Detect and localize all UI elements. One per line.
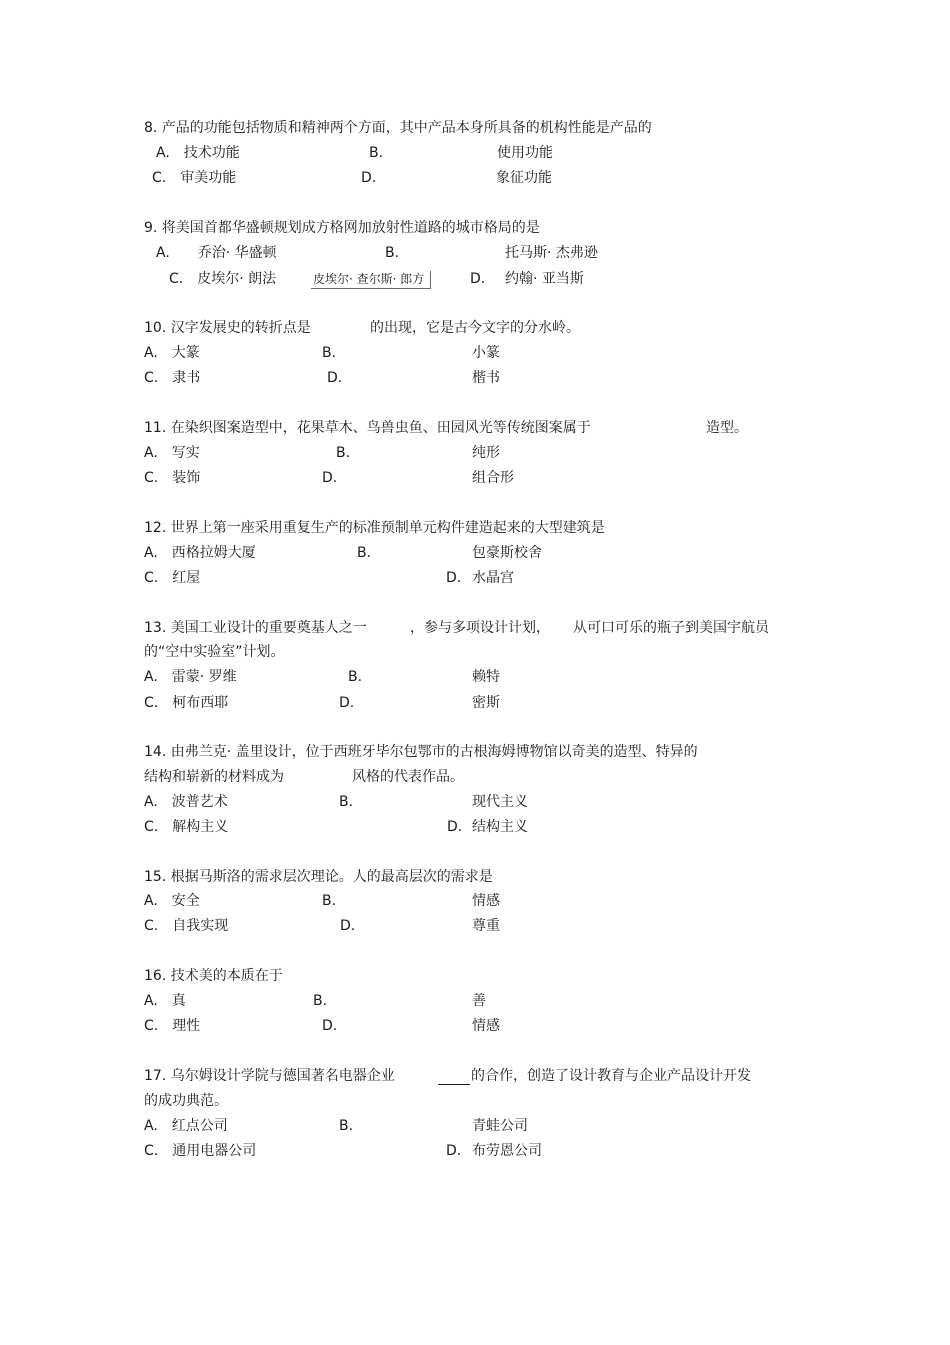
- question-11-option-c: C. 装饰: [144, 470, 201, 486]
- question-13-option-d: 密斯: [472, 695, 500, 711]
- question-11-option-a: A. 写实: [144, 445, 200, 461]
- question-9-option-b: 托马斯· 杰弗逊: [505, 245, 598, 261]
- question-12-option-b-label: B.: [357, 545, 372, 561]
- question-17-stem-part1: 17. 乌尔姆设计学院与德国著名电器企业: [144, 1068, 395, 1084]
- question-16-option-d: 情感: [472, 1018, 500, 1034]
- question-10-stem-part1: 10. 汉字发展史的转折点是: [144, 320, 311, 336]
- question-10-stem-part2: 的出现，它是古今文字的分水岭。: [370, 320, 580, 336]
- question-16-option-b: 善: [472, 993, 486, 1009]
- question-13-option-d-label: D.: [339, 695, 355, 711]
- question-10-option-a: A. 大篆: [144, 345, 200, 361]
- question-14-stem-part2: 结构和崭新的材料成为: [144, 769, 284, 785]
- question-10-option-b: 小篆: [472, 345, 500, 361]
- question-13-option-b-label: B.: [348, 669, 363, 685]
- question-17-option-d-label: D.: [446, 1143, 462, 1159]
- question-16-option-c: C. 理性: [144, 1018, 201, 1034]
- question-11-option-d-label: D.: [322, 470, 338, 486]
- question-9-option-a: A. 乔治· 华盛顿: [156, 245, 277, 261]
- question-17-stem-part2: 的合作，创造了设计教育与企业产品设计开发: [471, 1068, 751, 1084]
- question-17-option-c: C. 通用电器公司: [144, 1143, 257, 1159]
- question-14-option-a: A. 波普艺术: [144, 794, 228, 810]
- question-15-option-b: 情感: [472, 893, 500, 909]
- question-8-option-b: 使用功能: [497, 145, 553, 161]
- question-15-option-a: A. 安全: [144, 893, 200, 909]
- question-11-option-b: 纯形: [472, 445, 500, 461]
- question-12-stem: 12. 世界上第一座采用重复生产的标准预制单元构件建造起来的大型建筑是: [144, 520, 605, 536]
- question-13-option-b: 赖特: [472, 669, 500, 685]
- question-17-option-b-label: B.: [339, 1118, 354, 1134]
- question-13-option-c: C. 柯布西耶: [144, 695, 229, 711]
- question-8-option-d-label: D.: [361, 170, 377, 186]
- question-9-option-c: C. 皮埃尔· 朗法: [169, 271, 277, 287]
- question-12-option-a: A. 西格拉姆大厦: [144, 545, 256, 561]
- question-8-option-a: A. 技术功能: [156, 145, 240, 161]
- question-8-option-d: 象征功能: [496, 170, 552, 186]
- question-16-option-b-label: B.: [313, 993, 328, 1009]
- question-12-option-b: 包豪斯校舍: [472, 545, 542, 561]
- question-12-option-d-label: D.: [446, 570, 462, 586]
- question-10-option-d: 楷书: [472, 370, 500, 386]
- question-13-stem-part4: 的“空中实验室”计划。: [144, 644, 285, 660]
- question-15-option-d: 尊重: [472, 918, 500, 934]
- question-9-option-b-label: B.: [385, 245, 400, 261]
- question-17-option-d: 布劳恩公司: [472, 1143, 542, 1159]
- question-14-stem-part1: 14. 由弗兰克· 盖里设计，位于西班牙毕尔包鄂市的古根海姆博物馆以奇美的造型、特异的: [144, 744, 698, 760]
- question-16-option-d-label: D.: [322, 1018, 338, 1034]
- question-14-option-c: C. 解构主义: [144, 819, 229, 835]
- question-17-option-b: 青蛙公司: [472, 1118, 528, 1134]
- question-11-stem-part2: 造型。: [706, 420, 748, 436]
- question-12-option-c: C. 红屋: [144, 570, 201, 586]
- question-10-option-d-label: D.: [327, 370, 343, 386]
- question-16-option-a: A. 真: [144, 993, 186, 1009]
- question-14-option-b: 现代主义: [472, 794, 528, 810]
- question-12-option-d: 水晶宫: [472, 570, 514, 586]
- question-17-answer-blank: [438, 1067, 470, 1085]
- question-10-option-b-label: B.: [322, 345, 337, 361]
- question-8-option-b-label: B.: [369, 145, 384, 161]
- question-14-option-d: 结构主义: [472, 819, 528, 835]
- question-11-option-b-label: B.: [336, 445, 351, 461]
- question-9-option-d-label: D.: [470, 271, 486, 287]
- question-17-option-a: A. 红点公司: [144, 1118, 228, 1134]
- question-9-annotation-box: 皮埃尔· 查尔斯· 郎方: [311, 271, 431, 289]
- question-15-option-d-label: D.: [340, 918, 356, 934]
- question-13-stem-part2: ，参与多项设计计划，: [410, 620, 550, 636]
- question-10-option-c: C. 隶书: [144, 370, 201, 386]
- question-15-stem: 15. 根据马斯洛的需求层次理论。人的最高层次的需求是: [144, 869, 493, 885]
- question-14-option-b-label: B.: [339, 794, 354, 810]
- question-17-stem-part3: 的成功典范。: [144, 1093, 228, 1109]
- question-16-stem: 16. 技术美的本质在于: [144, 968, 283, 984]
- question-13-stem-part3: 从可口可乐的瓶子到美国宇航员: [573, 620, 769, 636]
- question-8-option-c: C. 审美功能: [152, 170, 237, 186]
- question-15-option-b-label: B.: [322, 893, 337, 909]
- question-14-stem-part3: 风格的代表作品。: [352, 769, 464, 785]
- question-11-option-d: 组合形: [472, 470, 514, 486]
- question-15-option-c: C. 自我实现: [144, 918, 229, 934]
- question-14-option-d-label: D.: [447, 819, 463, 835]
- question-9-stem: 9. 将美国首都华盛顿规划成方格网加放射性道路的城市格局的是: [144, 220, 540, 236]
- question-13-stem-part1: 13. 美国工业设计的重要奠基人之一: [144, 620, 367, 636]
- question-9-option-d: 约翰· 亚当斯: [505, 271, 584, 287]
- question-13-option-a: A. 雷蒙· 罗维: [144, 669, 237, 685]
- question-11-stem-part1: 11. 在染织图案造型中，花果草木、鸟兽虫鱼、田园风光等传统图案属于: [144, 420, 591, 436]
- question-8-stem: 8. 产品的功能包括物质和精神两个方面，其中产品本身所具备的机构性能是产品的: [144, 120, 652, 136]
